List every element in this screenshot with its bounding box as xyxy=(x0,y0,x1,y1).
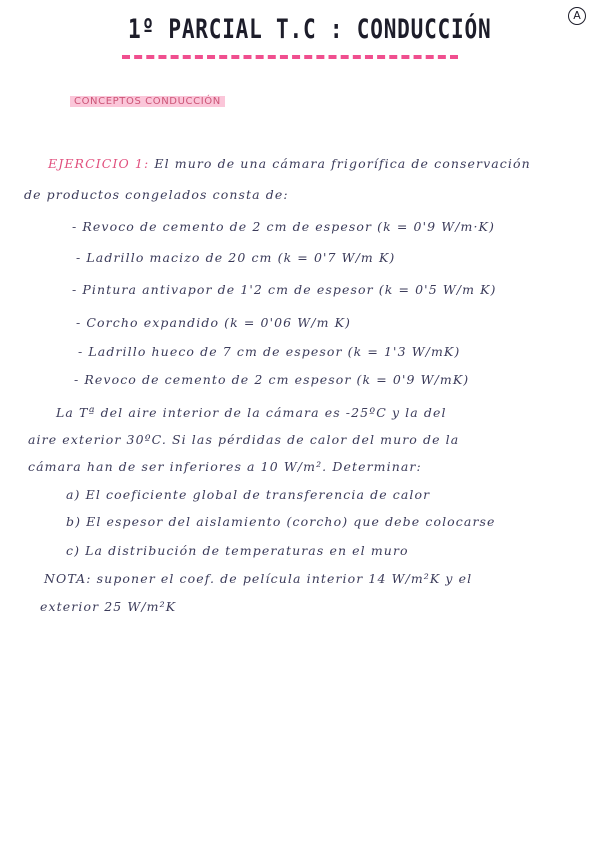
statement-line: La Tª del aire interior de la cámara es -25ºC y la del xyxy=(56,405,447,420)
exercise-label: EJERCICIO 1: xyxy=(48,156,150,171)
exercise-intro-text: El muro de una cámara frigorífica de conservación xyxy=(154,156,531,171)
exercise-intro-line-1 xyxy=(48,156,531,171)
layer-item: - Revoco de cemento de 2 cm espesor (k = 0'9 W/mK) xyxy=(74,372,470,387)
layer-item: - Ladrillo hueco de 7 cm de espesor (k = 1'3 W/mK) xyxy=(78,344,461,359)
layer-item: - Ladrillo macizo de 20 cm (k = 0'7 W/m K) xyxy=(76,250,396,265)
page-title: 1º PARCIAL T.C : CONDUCCIÓN xyxy=(128,14,492,45)
layer-item: - Corcho expandido (k = 0'06 W/m K) xyxy=(76,315,352,330)
question-item: c) La distribución de temperaturas en el muro xyxy=(66,543,409,558)
section-heading: CONCEPTOS CONDUCCIÓN xyxy=(70,96,225,107)
layer-item: - Revoco de cemento de 2 cm de espesor (k = 0'9 W/m·K) xyxy=(72,219,495,234)
statement-line: cámara han de ser inferiores a 10 W/m². Determinar: xyxy=(28,459,422,474)
exercise-intro-line-2: de productos congelados consta de: xyxy=(24,187,289,202)
note-line: NOTA: suponer el coef. de película interior 14 W/m²K y el xyxy=(44,571,473,586)
layer-item: - Pintura antivapor de 1'2 cm de espesor (k = 0'5 W/m K) xyxy=(72,282,497,297)
question-item: b) El espesor del aislamiento (corcho) que debe colocarse xyxy=(66,514,496,529)
page-number: A xyxy=(568,7,586,25)
question-item: a) El coeficiente global de transferencia de calor xyxy=(66,487,431,502)
title-underline xyxy=(122,55,458,59)
statement-line: aire exterior 30ºC. Si las pérdidas de calor del muro de la xyxy=(28,432,460,447)
note-line: exterior 25 W/m²K xyxy=(40,599,177,614)
